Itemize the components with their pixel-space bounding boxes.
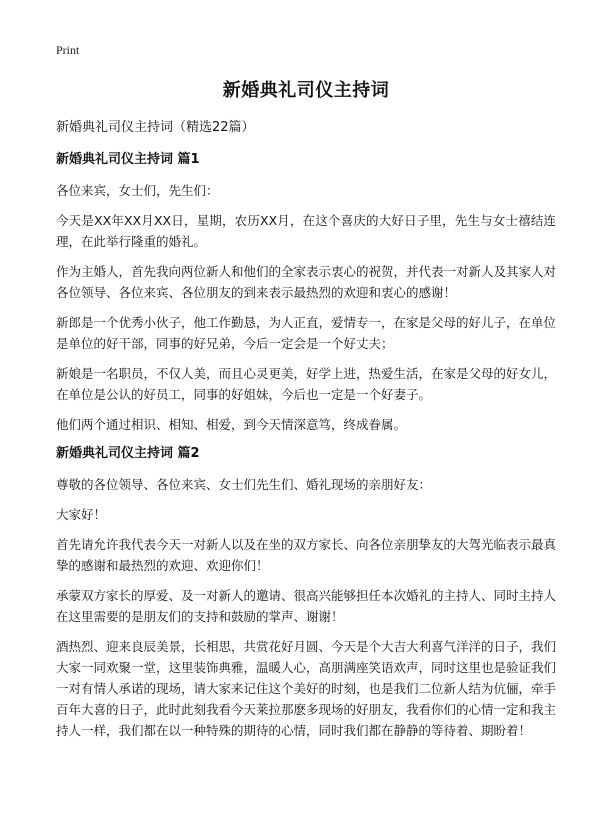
paragraph: 承蒙双方家长的厚爱、及一对新人的邀请、很高兴能够担任本次婚礼的主持人、同时主持人在这里需要的是朋友们的支持和鼓励的掌声、谢谢！	[56, 588, 557, 624]
document-subtitle: 新婚典礼司仪主持词（精选22篇）	[56, 120, 255, 135]
section-heading: 新婚典礼司仪主持词 篇2	[56, 446, 200, 461]
print-link[interactable]: Print	[56, 43, 80, 57]
paragraph: 新郎是一个优秀小伙子，他工作勤恳，为人正直，爱情专一，在家是父母的好儿子，在单位是单位的好干部，同事的好兄弟，今后一定会是一个好丈夫；	[56, 315, 557, 351]
section-1	[56, 150, 556, 435]
paragraph: 首先请允许我代表今天一对新人以及在坐的双方家长、向各位亲朋挚友的大驾光临表示最真挚的感谢和最热烈的欢迎、欢迎你们！	[56, 537, 557, 573]
paragraph: 今天是XX年XX月XX日，星期，农历XX月，在这个喜庆的大好日子里，先生与女士禧结连理，在此举行隆重的婚礼。	[56, 213, 556, 249]
section-2	[56, 444, 556, 741]
paragraph: 他们两个通过相识、相知、相爱，到今天情深意笃，终成眷属。	[56, 417, 407, 432]
paragraph: 各位来宾，女士们，先生们：	[56, 183, 219, 198]
paragraph: 大家好！	[56, 507, 107, 522]
paragraph: 新娘是一名职员，不仅人美，而且心灵更美，好学上进，热爱生活，在家是父母的好女儿，在单位是公认的好员工，同事的好姐妹，今后也一定是一个好妻子。	[56, 366, 557, 402]
page-title: 新婚典礼司仪主持词	[222, 80, 390, 101]
paragraph: 酒热烈、迎来良辰美景，长相思，共赏花好月圆、今天是个大吉大利喜气洋洋的日子，我们大家一同欢聚一堂，这里装饰典雅，温暖人心，高朋满座笑语欢声，同时这里也是验证我们一对有情人承诺的现场，请大家来记住这个美好的时刻，也是我们二位新人结为伉俪，牵手百年大喜的日子，此时此刻我看今天莱拉那麽多现场的好朋友，我看你们的心情一定和我主持人一样，我们都在以一种特殊的期待的心情，同时我们都在静静的等待着、期盼着！	[56, 639, 557, 738]
paragraph: 尊敬的各位领导、各位来宾、女士们先生们、婚礼现场的亲朋好友：	[56, 477, 432, 492]
section-heading: 新婚典礼司仪主持词 篇1	[56, 152, 200, 167]
paragraph: 作为主婚人，首先我向两位新人和他们的全家表示衷心的祝贺，并代表一对新人及其家人对各位领导、各位来宾、各位朋友的到来表示最热烈的欢迎和衷心的感谢！	[56, 264, 557, 300]
